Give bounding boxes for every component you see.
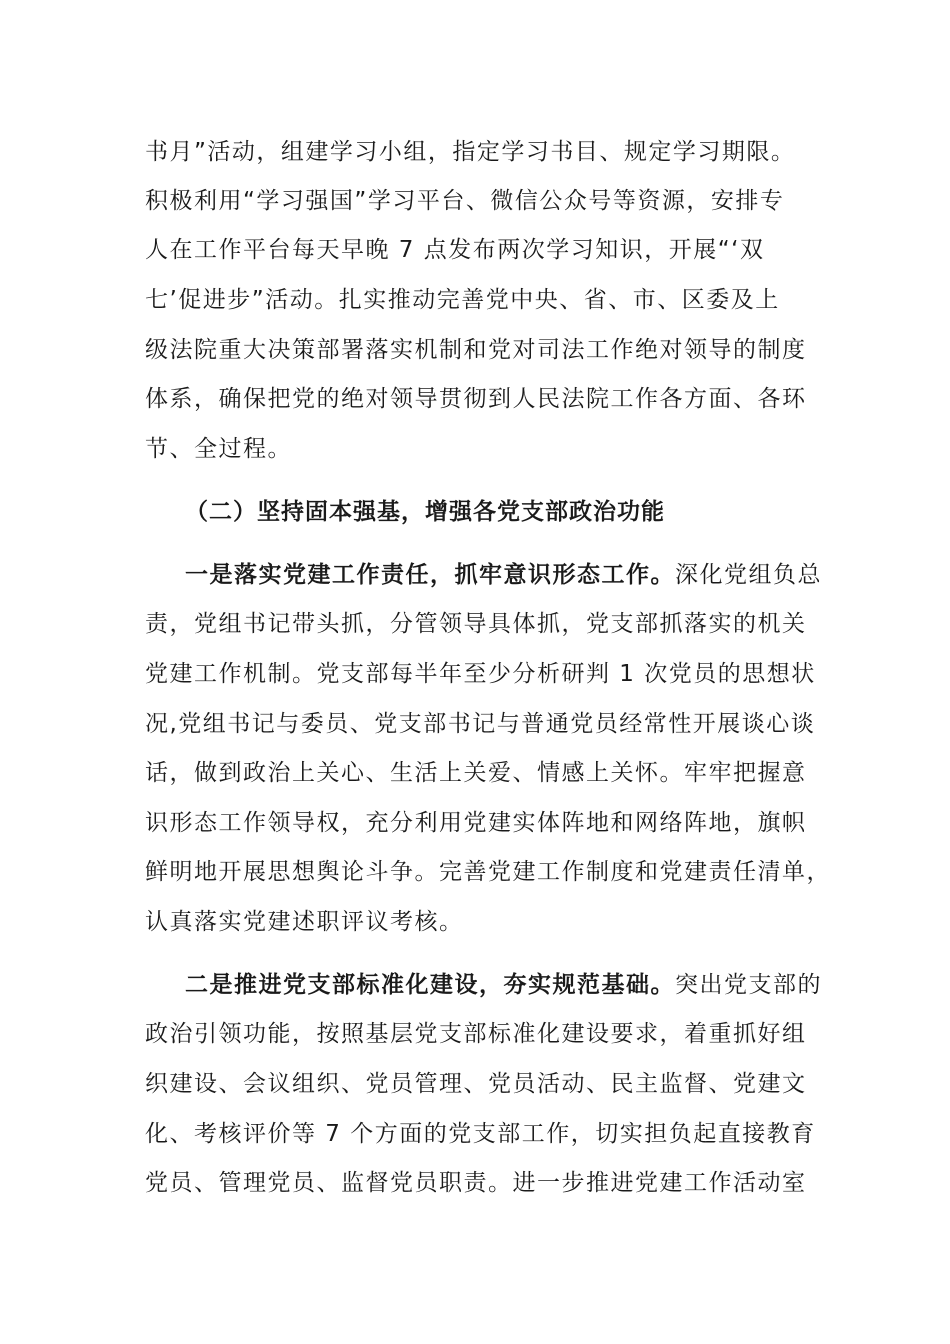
body-text-line: 况,党组书记与委员、党支部书记与普通党员经常性开展谈心谈 [145, 711, 816, 737]
paragraph-lead-bold: 二是推进党支部标准化建设，夯实规范基础。 [185, 972, 675, 998]
paragraph-first-line [185, 559, 822, 591]
paragraph-lead-rest: 突出党支部的 [675, 972, 822, 998]
body-text-line: 责，党组书记带头抓，分管领导具体抓，党支部抓落实的机关 [145, 611, 807, 637]
body-text-line: 织建设、会议组织、党员管理、党员活动、民主监督、党建文 [145, 1071, 807, 1097]
body-text-line: 化、考核评价等 7 个方面的党支部工作，切实担负起直接教育 [145, 1121, 816, 1147]
section-heading: （二）坚持固本强基，增强各党支部政治功能 [185, 499, 665, 525]
paragraph-lead-bold: 一是落实党建工作责任，抓牢意识形态工作。 [185, 562, 675, 588]
paragraph-lead-rest: 深化党组负总 [675, 562, 822, 588]
body-text-line: 书月”活动，组建学习小组，指定学习书目、规定学习期限。 [145, 139, 796, 165]
body-text-line: 话，做到政治上关心、生活上关爱、情感上关怀。牢牢把握意 [145, 760, 807, 786]
body-text-line: 政治引领功能，按照基层党支部标准化建设要求，着重抓好组 [145, 1021, 807, 1047]
body-text-line: 体系，确保把党的绝对领导贯彻到人民法院工作各方面、各环 [145, 386, 807, 412]
paragraph-first-line [185, 969, 822, 1001]
body-text-line: 认真落实党建述职评议考核。 [145, 909, 464, 935]
body-text-line: 党建工作机制。党支部每半年至少分析研判 1 次党员的思想状 [145, 661, 816, 687]
body-text-line: 鲜明地开展思想舆论斗争。完善党建工作制度和党建责任清单， [145, 859, 831, 885]
body-text-line: 识形态工作领导权，充分利用党建实体阵地和网络阵地，旗帜 [145, 810, 807, 836]
body-text-line: 七’促进步”活动。扎实推动完善党中央、省、市、区委及上 [145, 287, 780, 313]
body-text-line: 积极利用“学习强国”学习平台、微信公众号等资源，安排专 [145, 188, 785, 214]
body-text-line: 党员、管理党员、监督党员职责。进一步推进党建工作活动室 [145, 1170, 807, 1196]
body-text-line: 级法院重大决策部署落实机制和党对司法工作绝对领导的制度 [145, 337, 807, 363]
body-text-line: 人在工作平台每天早晚 7 点发布两次学习知识，开展“‘双 [145, 237, 765, 263]
body-text-line: 节、全过程。 [145, 436, 292, 462]
